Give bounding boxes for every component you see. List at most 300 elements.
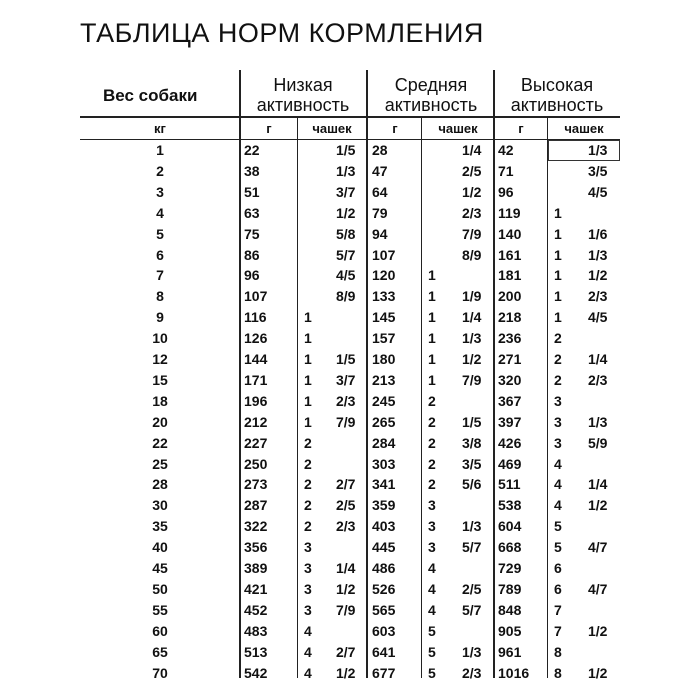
low-cups-cell-whole: 3 bbox=[304, 601, 312, 618]
mid-cups-cell-fraction: 1/2 bbox=[462, 351, 482, 367]
mid-cups-cell bbox=[422, 391, 494, 412]
low-cups-cell-fraction: 3/7 bbox=[336, 371, 356, 388]
high-cups-cell-whole: 6 bbox=[554, 560, 562, 576]
low-cups-cell-fraction: 1/2 bbox=[336, 204, 356, 221]
low-grams-cell: 356 bbox=[244, 539, 268, 556]
low-cups-cell bbox=[298, 370, 366, 391]
low-cups-cell-fraction: 1/4 bbox=[336, 560, 356, 576]
high-cups-cell bbox=[548, 474, 620, 495]
unit-cups-low: чашек bbox=[312, 121, 352, 136]
high-cups-cell bbox=[548, 537, 620, 558]
high-cups-cell bbox=[548, 245, 620, 266]
low-cups-cell bbox=[298, 516, 366, 537]
weight-kg-cell: 5 bbox=[156, 225, 164, 242]
low-cups-cell-fraction: 5/7 bbox=[336, 246, 356, 263]
low-grams-cell: 483 bbox=[244, 622, 268, 639]
high-cups-cell bbox=[548, 265, 620, 286]
low-cups-cell-whole: 1 bbox=[304, 330, 312, 347]
mid-cups-cell bbox=[422, 286, 494, 307]
low-cups-cell bbox=[298, 454, 366, 475]
mid-cups-cell-whole: 3 bbox=[428, 497, 436, 514]
mid-cups-cell bbox=[422, 474, 494, 495]
mid-cups-cell bbox=[422, 454, 494, 475]
mid-grams-cell: 303 bbox=[372, 455, 396, 472]
high-cups-cell bbox=[548, 558, 620, 579]
low-cups-cell-fraction: 7/9 bbox=[336, 601, 356, 618]
table-row bbox=[0, 140, 700, 161]
mid-grams-cell: 603 bbox=[372, 622, 396, 639]
mid-cups-cell-whole: 4 bbox=[428, 560, 436, 576]
table-row bbox=[0, 558, 700, 579]
low-cups-cell bbox=[298, 474, 366, 495]
unit-kg: кг bbox=[154, 121, 166, 136]
low-grams-cell: 51 bbox=[244, 183, 260, 200]
mid-cups-cell bbox=[422, 140, 494, 161]
weight-kg-cell: 70 bbox=[152, 664, 168, 681]
weight-kg-cell: 15 bbox=[152, 371, 168, 388]
table-row bbox=[0, 454, 700, 475]
high-cups-cell bbox=[548, 412, 620, 433]
high-grams-cell: 538 bbox=[498, 497, 522, 514]
high-grams-cell: 96 bbox=[498, 183, 514, 200]
mid-cups-cell bbox=[422, 412, 494, 433]
table-row bbox=[0, 663, 700, 684]
mid-grams-cell: 284 bbox=[372, 434, 396, 451]
low-cups-cell-fraction: 2/3 bbox=[336, 392, 356, 409]
high-cups-cell-whole: 3 bbox=[554, 392, 562, 409]
low-cups-cell bbox=[298, 558, 366, 579]
low-cups-cell-whole: 3 bbox=[304, 560, 312, 576]
high-cups-cell bbox=[548, 224, 620, 245]
mid-cups-cell bbox=[422, 579, 494, 600]
mid-cups-cell-whole: 5 bbox=[428, 622, 436, 639]
high-cups-cell-fraction: 1/6 bbox=[588, 225, 608, 242]
mid-cups-cell bbox=[422, 516, 494, 537]
mid-grams-cell: 445 bbox=[372, 539, 396, 556]
high-grams-cell: 604 bbox=[498, 518, 522, 535]
high-cups-cell-whole: 8 bbox=[554, 664, 562, 681]
high-cups-cell-fraction: 1/3 bbox=[588, 413, 608, 430]
mid-grams-cell: 157 bbox=[372, 330, 396, 347]
mid-grams-cell: 64 bbox=[372, 183, 388, 200]
mid-cups-cell bbox=[422, 182, 494, 203]
mid-grams-cell: 107 bbox=[372, 246, 396, 263]
mid-grams-cell: 120 bbox=[372, 267, 396, 284]
mid-activity-header-line1: Средняя bbox=[394, 75, 468, 95]
mid-cups-cell-whole: 4 bbox=[428, 601, 436, 618]
page-title: ТАБЛИЦА НОРМ КОРМЛЕНИЯ bbox=[80, 18, 484, 48]
weight-kg-cell: 50 bbox=[152, 580, 168, 597]
table-row bbox=[0, 328, 700, 349]
mid-cups-cell bbox=[422, 495, 494, 516]
low-grams-cell: 144 bbox=[244, 351, 268, 367]
high-cups-cell-fraction: 3/5 bbox=[588, 162, 608, 179]
low-cups-cell-fraction: 1/5 bbox=[336, 142, 356, 158]
high-cups-cell-whole: 4 bbox=[554, 497, 562, 514]
low-grams-cell: 86 bbox=[244, 246, 260, 263]
high-cups-cell bbox=[548, 307, 620, 328]
high-grams-cell: 119 bbox=[498, 204, 521, 221]
low-cups-cell-fraction: 2/3 bbox=[336, 518, 356, 535]
mid-cups-cell-fraction: 1/4 bbox=[462, 309, 482, 326]
high-cups-cell bbox=[548, 203, 620, 224]
low-cups-cell bbox=[298, 600, 366, 621]
low-grams-cell: 96 bbox=[244, 267, 260, 284]
mid-cups-cell-whole: 2 bbox=[428, 392, 436, 409]
low-cups-cell-whole: 1 bbox=[304, 413, 312, 430]
mid-grams-cell: 47 bbox=[372, 162, 388, 179]
weight-kg-cell: 10 bbox=[152, 330, 168, 347]
mid-cups-cell-fraction: 1/3 bbox=[462, 518, 482, 535]
table-row bbox=[0, 370, 700, 391]
high-cups-cell-fraction: 1/3 bbox=[588, 142, 608, 158]
high-grams-cell: 469 bbox=[498, 455, 522, 472]
high-grams-cell: 905 bbox=[498, 622, 522, 639]
high-cups-cell-whole: 1 bbox=[554, 225, 562, 242]
weight-kg-cell: 1 bbox=[156, 142, 164, 158]
mid-grams-cell: 180 bbox=[372, 351, 396, 367]
low-grams-cell: 212 bbox=[244, 413, 268, 430]
mid-cups-cell-whole: 3 bbox=[428, 539, 436, 556]
low-cups-cell-fraction: 7/9 bbox=[336, 413, 356, 430]
low-cups-cell-whole: 4 bbox=[304, 643, 312, 660]
table-row bbox=[0, 182, 700, 203]
table-row bbox=[0, 579, 700, 600]
high-cups-cell-whole: 1 bbox=[554, 246, 562, 263]
high-cups-cell bbox=[548, 454, 620, 475]
low-grams-cell: 273 bbox=[244, 476, 268, 493]
low-cups-cell bbox=[298, 412, 366, 433]
high-cups-cell bbox=[548, 663, 620, 684]
weight-kg-cell: 55 bbox=[152, 601, 168, 618]
high-grams-cell: 668 bbox=[498, 539, 522, 556]
mid-cups-cell-fraction: 5/7 bbox=[462, 601, 482, 618]
weight-kg-cell: 45 bbox=[152, 560, 168, 576]
low-grams-cell: 116 bbox=[244, 309, 267, 326]
mid-cups-cell-fraction: 1/4 bbox=[462, 142, 482, 158]
low-cups-cell-whole: 1 bbox=[304, 371, 312, 388]
low-cups-cell-fraction: 2/7 bbox=[336, 643, 356, 660]
low-grams-cell: 63 bbox=[244, 204, 260, 221]
table-row bbox=[0, 537, 700, 558]
mid-cups-cell bbox=[422, 370, 494, 391]
low-activity-header-line1: Низкая bbox=[273, 75, 333, 95]
mid-cups-cell-whole: 2 bbox=[428, 476, 436, 493]
high-grams-cell: 848 bbox=[498, 601, 522, 618]
low-cups-cell-whole: 3 bbox=[304, 539, 312, 556]
mid-grams-cell: 245 bbox=[372, 392, 396, 409]
weight-kg-cell: 6 bbox=[156, 246, 164, 263]
mid-cups-cell bbox=[422, 600, 494, 621]
low-cups-cell bbox=[298, 182, 366, 203]
high-grams-cell: 140 bbox=[498, 225, 522, 242]
mid-cups-cell-whole: 1 bbox=[428, 288, 436, 305]
high-cups-cell bbox=[548, 642, 620, 663]
low-cups-cell bbox=[298, 433, 366, 454]
high-grams-cell: 426 bbox=[498, 434, 522, 451]
mid-cups-cell-whole: 1 bbox=[428, 330, 436, 347]
weight-kg-cell: 9 bbox=[156, 309, 164, 326]
weight-header: Вес собаки bbox=[103, 86, 198, 105]
low-cups-cell bbox=[298, 224, 366, 245]
mid-cups-cell-fraction: 3/5 bbox=[462, 455, 482, 472]
low-cups-cell-whole: 2 bbox=[304, 476, 312, 493]
high-grams-cell: 218 bbox=[498, 309, 522, 326]
low-cups-cell bbox=[298, 307, 366, 328]
low-activity-header-line2: активность bbox=[256, 95, 350, 115]
low-cups-cell bbox=[298, 391, 366, 412]
low-grams-cell: 452 bbox=[244, 601, 268, 618]
high-cups-cell-whole: 7 bbox=[554, 622, 562, 639]
high-cups-cell bbox=[548, 349, 620, 370]
mid-cups-cell bbox=[422, 663, 494, 684]
high-grams-cell: 320 bbox=[498, 371, 522, 388]
unit-cups-high: чашек bbox=[564, 121, 604, 136]
high-cups-cell-whole: 1 bbox=[554, 288, 562, 305]
low-cups-cell-fraction: 4/5 bbox=[336, 267, 356, 284]
weight-kg-cell: 20 bbox=[152, 413, 168, 430]
table-row bbox=[0, 642, 700, 663]
high-cups-cell-fraction: 1/4 bbox=[588, 351, 608, 367]
high-cups-cell bbox=[548, 433, 620, 454]
low-cups-cell bbox=[298, 203, 366, 224]
mid-cups-cell-fraction: 1/5 bbox=[462, 413, 482, 430]
high-cups-cell bbox=[548, 140, 620, 161]
low-grams-cell: 126 bbox=[244, 330, 268, 347]
mid-cups-cell-whole: 2 bbox=[428, 434, 436, 451]
high-cups-cell bbox=[548, 516, 620, 537]
high-cups-cell-fraction: 1/2 bbox=[588, 622, 608, 639]
low-grams-cell: 171 bbox=[244, 371, 268, 388]
high-cups-cell-whole: 8 bbox=[554, 643, 562, 660]
high-cups-cell-fraction: 1/2 bbox=[588, 267, 608, 284]
mid-cups-cell-whole: 1 bbox=[428, 351, 436, 367]
high-grams-cell: 961 bbox=[498, 643, 522, 660]
high-cups-cell-whole: 4 bbox=[554, 476, 562, 493]
mid-cups-cell-whole: 5 bbox=[428, 643, 436, 660]
mid-cups-cell bbox=[422, 558, 494, 579]
high-cups-cell-whole: 1 bbox=[554, 267, 562, 284]
mid-grams-cell: 28 bbox=[372, 142, 388, 158]
mid-cups-cell bbox=[422, 265, 494, 286]
high-activity-header-line1: Высокая bbox=[520, 75, 594, 95]
mid-cups-cell bbox=[422, 328, 494, 349]
low-cups-cell bbox=[298, 140, 366, 161]
low-grams-cell: 196 bbox=[244, 392, 268, 409]
mid-grams-cell: 133 bbox=[372, 288, 396, 305]
low-cups-cell-whole: 1 bbox=[304, 309, 312, 326]
mid-cups-cell-whole: 1 bbox=[428, 267, 436, 284]
table-row bbox=[0, 286, 700, 307]
high-cups-cell-fraction: 2/3 bbox=[588, 371, 608, 388]
mid-grams-cell: 265 bbox=[372, 413, 396, 430]
mid-cups-cell bbox=[422, 642, 494, 663]
low-cups-cell bbox=[298, 245, 366, 266]
mid-cups-cell bbox=[422, 349, 494, 370]
mid-cups-cell bbox=[422, 161, 494, 182]
high-cups-cell bbox=[548, 391, 620, 412]
table-row bbox=[0, 433, 700, 454]
low-cups-cell-fraction: 1/2 bbox=[336, 664, 356, 681]
header-rule bbox=[80, 116, 620, 118]
high-cups-cell-fraction: 1/2 bbox=[588, 664, 608, 681]
mid-cups-cell bbox=[422, 621, 494, 642]
low-cups-cell-fraction: 8/9 bbox=[336, 288, 356, 305]
weight-kg-cell: 12 bbox=[152, 351, 168, 367]
table-row bbox=[0, 265, 700, 286]
high-grams-cell: 729 bbox=[498, 560, 522, 576]
table-row bbox=[0, 349, 700, 370]
mid-cups-cell-whole: 4 bbox=[428, 580, 436, 597]
high-grams-cell: 161 bbox=[498, 246, 522, 263]
high-grams-cell: 200 bbox=[498, 288, 522, 305]
table-row bbox=[0, 516, 700, 537]
low-grams-cell: 75 bbox=[244, 225, 260, 242]
low-grams-cell: 38 bbox=[244, 162, 260, 179]
low-grams-cell: 22 bbox=[244, 142, 260, 158]
low-cups-cell bbox=[298, 349, 366, 370]
low-grams-cell: 250 bbox=[244, 455, 268, 472]
low-grams-cell: 287 bbox=[244, 497, 268, 514]
unit-cups-mid: чашек bbox=[438, 121, 478, 136]
weight-kg-cell: 7 bbox=[156, 267, 164, 284]
mid-cups-cell-fraction: 2/5 bbox=[462, 580, 482, 597]
table-row bbox=[0, 391, 700, 412]
mid-cups-cell-fraction: 8/9 bbox=[462, 246, 482, 263]
unit-g-high: г bbox=[518, 121, 524, 136]
mid-cups-cell-whole: 1 bbox=[428, 371, 436, 388]
high-cups-cell-fraction: 2/3 bbox=[588, 288, 608, 305]
low-cups-cell bbox=[298, 495, 366, 516]
high-cups-cell bbox=[548, 621, 620, 642]
mid-cups-cell-whole: 5 bbox=[428, 664, 436, 681]
mid-cups-cell-whole: 2 bbox=[428, 413, 436, 430]
mid-cups-cell bbox=[422, 245, 494, 266]
mid-cups-cell bbox=[422, 537, 494, 558]
table-row bbox=[0, 412, 700, 433]
low-cups-cell-fraction: 2/7 bbox=[336, 476, 356, 493]
weight-kg-cell: 65 bbox=[152, 643, 168, 660]
unit-g-mid: г bbox=[392, 121, 398, 136]
mid-grams-cell: 403 bbox=[372, 518, 396, 535]
low-grams-cell: 322 bbox=[244, 518, 268, 535]
low-cups-cell-whole: 2 bbox=[304, 518, 312, 535]
high-cups-cell-whole: 7 bbox=[554, 601, 562, 618]
low-cups-cell-whole: 1 bbox=[304, 351, 312, 367]
low-cups-cell bbox=[298, 579, 366, 600]
mid-cups-cell bbox=[422, 224, 494, 245]
high-cups-cell-whole: 2 bbox=[554, 371, 562, 388]
high-cups-cell-fraction: 4/5 bbox=[588, 309, 608, 326]
high-cups-cell bbox=[548, 495, 620, 516]
high-grams-cell: 271 bbox=[498, 351, 522, 367]
low-cups-cell bbox=[298, 328, 366, 349]
table-row bbox=[0, 224, 700, 245]
low-grams-cell: 227 bbox=[244, 434, 268, 451]
weight-kg-cell: 25 bbox=[152, 455, 168, 472]
mid-cups-cell-whole: 1 bbox=[428, 309, 436, 326]
high-cups-cell-whole: 5 bbox=[554, 539, 562, 556]
low-cups-cell bbox=[298, 621, 366, 642]
high-grams-cell: 511 bbox=[498, 476, 521, 493]
high-cups-cell-whole: 6 bbox=[554, 580, 562, 597]
high-grams-cell: 236 bbox=[498, 330, 522, 347]
weight-kg-cell: 3 bbox=[156, 183, 164, 200]
mid-grams-cell: 565 bbox=[372, 601, 396, 618]
mid-cups-cell-fraction: 2/3 bbox=[462, 204, 482, 221]
high-cups-cell-whole: 3 bbox=[554, 413, 562, 430]
weight-kg-cell: 28 bbox=[152, 476, 168, 493]
mid-cups-cell bbox=[422, 203, 494, 224]
low-cups-cell bbox=[298, 265, 366, 286]
table-row bbox=[0, 495, 700, 516]
high-cups-cell bbox=[548, 579, 620, 600]
mid-grams-cell: 341 bbox=[372, 476, 396, 493]
high-cups-cell bbox=[548, 286, 620, 307]
low-grams-cell: 389 bbox=[244, 560, 268, 576]
mid-activity-header-line2: активность bbox=[384, 95, 478, 115]
low-grams-cell: 107 bbox=[244, 288, 268, 305]
weight-kg-cell: 8 bbox=[156, 288, 164, 305]
mid-cups-cell-fraction: 5/6 bbox=[462, 476, 482, 493]
high-cups-cell-fraction: 1/4 bbox=[588, 476, 608, 493]
low-cups-cell bbox=[298, 642, 366, 663]
high-cups-cell-whole: 2 bbox=[554, 330, 562, 347]
mid-cups-cell bbox=[422, 307, 494, 328]
high-cups-cell bbox=[548, 600, 620, 621]
mid-cups-cell-fraction: 1/3 bbox=[462, 330, 482, 347]
mid-cups-cell-whole: 2 bbox=[428, 455, 436, 472]
mid-cups-cell-fraction: 7/9 bbox=[462, 371, 482, 388]
weight-kg-cell: 30 bbox=[152, 497, 168, 514]
mid-cups-cell-fraction: 2/5 bbox=[462, 162, 482, 179]
weight-kg-cell: 22 bbox=[152, 434, 168, 451]
high-cups-cell-fraction: 1/3 bbox=[588, 246, 608, 263]
low-cups-cell-fraction: 2/5 bbox=[336, 497, 356, 514]
mid-cups-cell-fraction: 7/9 bbox=[462, 225, 482, 242]
low-cups-cell bbox=[298, 537, 366, 558]
high-activity-header-line2: активность bbox=[510, 95, 604, 115]
high-cups-cell-fraction: 4/7 bbox=[588, 580, 608, 597]
high-cups-cell-fraction: 1/2 bbox=[588, 497, 608, 514]
high-cups-cell-whole: 4 bbox=[554, 455, 562, 472]
table-row bbox=[0, 161, 700, 182]
high-cups-cell-whole: 3 bbox=[554, 434, 562, 451]
low-cups-cell-fraction: 1/2 bbox=[336, 580, 356, 597]
low-cups-cell-fraction: 5/8 bbox=[336, 225, 356, 242]
high-cups-cell-fraction: 4/5 bbox=[588, 183, 608, 200]
low-cups-cell-whole: 2 bbox=[304, 497, 312, 514]
high-grams-cell: 397 bbox=[498, 413, 522, 430]
low-cups-cell-whole: 3 bbox=[304, 580, 312, 597]
mid-cups-cell-fraction: 1/2 bbox=[462, 183, 482, 200]
unit-g-low: г bbox=[266, 121, 272, 136]
low-cups-cell-whole: 4 bbox=[304, 622, 312, 639]
mid-grams-cell: 94 bbox=[372, 225, 388, 242]
high-cups-cell bbox=[548, 370, 620, 391]
mid-cups-cell-fraction: 1/9 bbox=[462, 288, 482, 305]
mid-grams-cell: 145 bbox=[372, 309, 396, 326]
high-cups-cell-whole: 2 bbox=[554, 351, 562, 367]
mid-cups-cell-fraction: 2/3 bbox=[462, 664, 482, 681]
high-cups-cell bbox=[548, 182, 620, 203]
table-row bbox=[0, 474, 700, 495]
table-row bbox=[0, 245, 700, 266]
low-cups-cell bbox=[298, 663, 366, 684]
weight-kg-cell: 60 bbox=[152, 622, 168, 639]
low-cups-cell bbox=[298, 161, 366, 182]
low-cups-cell-fraction: 1/3 bbox=[336, 162, 356, 179]
